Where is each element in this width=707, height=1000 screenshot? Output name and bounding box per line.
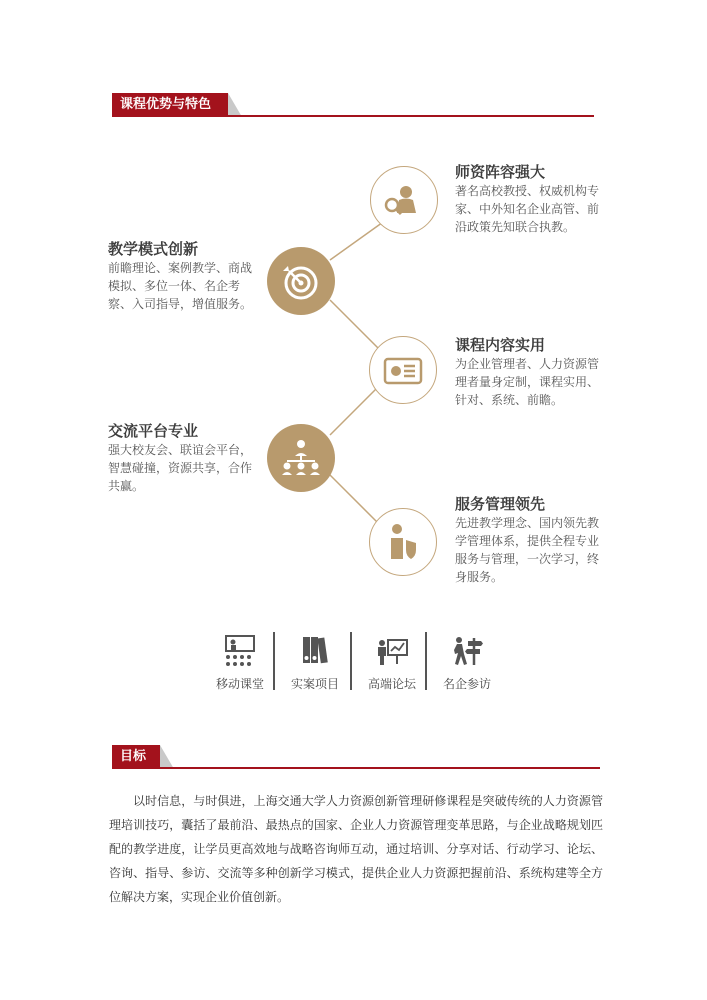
feature-label: 实案项目 <box>290 677 339 691</box>
features-row <box>205 628 495 693</box>
feature-label: 名企参访 <box>442 677 491 691</box>
shield-person-icon <box>369 508 437 576</box>
section-title: 目标 <box>112 745 160 769</box>
visit-signpost-icon <box>450 634 484 668</box>
item-title-teaching: 教学模式创新 <box>108 240 199 258</box>
teacher-search-icon <box>370 166 438 234</box>
feature-mobile-classroom <box>205 628 275 693</box>
goal-paragraph: 以时信息，与时俱进，上海交通大学人力资源创新管理研修课程是突破传统的人力资源管理培训技巧，囊括了最前沿、最热点的国家、企业人力资源管理变革思路，与企业战略规划匹配的教学进度，让学员更高效地与战略咨询师互动，通过培训、分享对话、行动学习、论坛、咨询、指导、参访、交流等多种创新学习模式，提供企业人力资源把握前沿、系统构建等全方位解决方案，实现企业价值创新。 <box>109 794 603 904</box>
feature-label: 高端论坛 <box>367 677 416 691</box>
certificate-icon <box>369 336 437 404</box>
feature-case-projects <box>280 628 350 693</box>
section-header-goal <box>112 745 600 769</box>
binders-icon <box>298 634 332 668</box>
item-title-teachers: 师资阵容强大 <box>455 163 546 181</box>
feature-divider <box>273 632 275 690</box>
feature-label: 移动课堂 <box>215 677 264 691</box>
item-desc-content: 为企业管理者、人力资源管理者量身定制，课程实用、针对、系统、前瞻。 <box>455 357 600 407</box>
network-people-icon <box>267 424 335 492</box>
presentation-icon <box>375 634 409 668</box>
feature-divider <box>350 632 352 690</box>
item-title-content: 课程内容实用 <box>455 336 546 354</box>
feature-divider <box>425 632 427 690</box>
item-desc-service: 先进教学理念、国内领先教学管理体系，提供全程专业服务与管理，一次学习，终身服务。 <box>455 516 600 584</box>
feature-forum <box>357 628 427 693</box>
item-desc-teachers: 著名高校教授、权威机构专家、中外知名企业高管、前沿政策先知联合执教。 <box>455 184 600 234</box>
section-title: 课程优势与特色 <box>112 93 228 117</box>
classroom-icon <box>223 634 257 668</box>
target-icon <box>267 247 335 315</box>
header-wedge <box>160 745 174 769</box>
item-title-service: 服务管理领先 <box>455 495 546 513</box>
header-rule <box>160 767 600 769</box>
item-desc-teaching: 前瞻理论、案例教学、商战模拟、多位一体、名企考察、入司指导，增值服务。 <box>108 261 253 311</box>
item-title-platform: 交流平台专业 <box>108 422 199 440</box>
item-desc-platform: 强大校友会、联谊会平台，智慧碰撞，资源共享，合作共赢。 <box>108 443 253 493</box>
feature-company-visit <box>432 628 502 693</box>
